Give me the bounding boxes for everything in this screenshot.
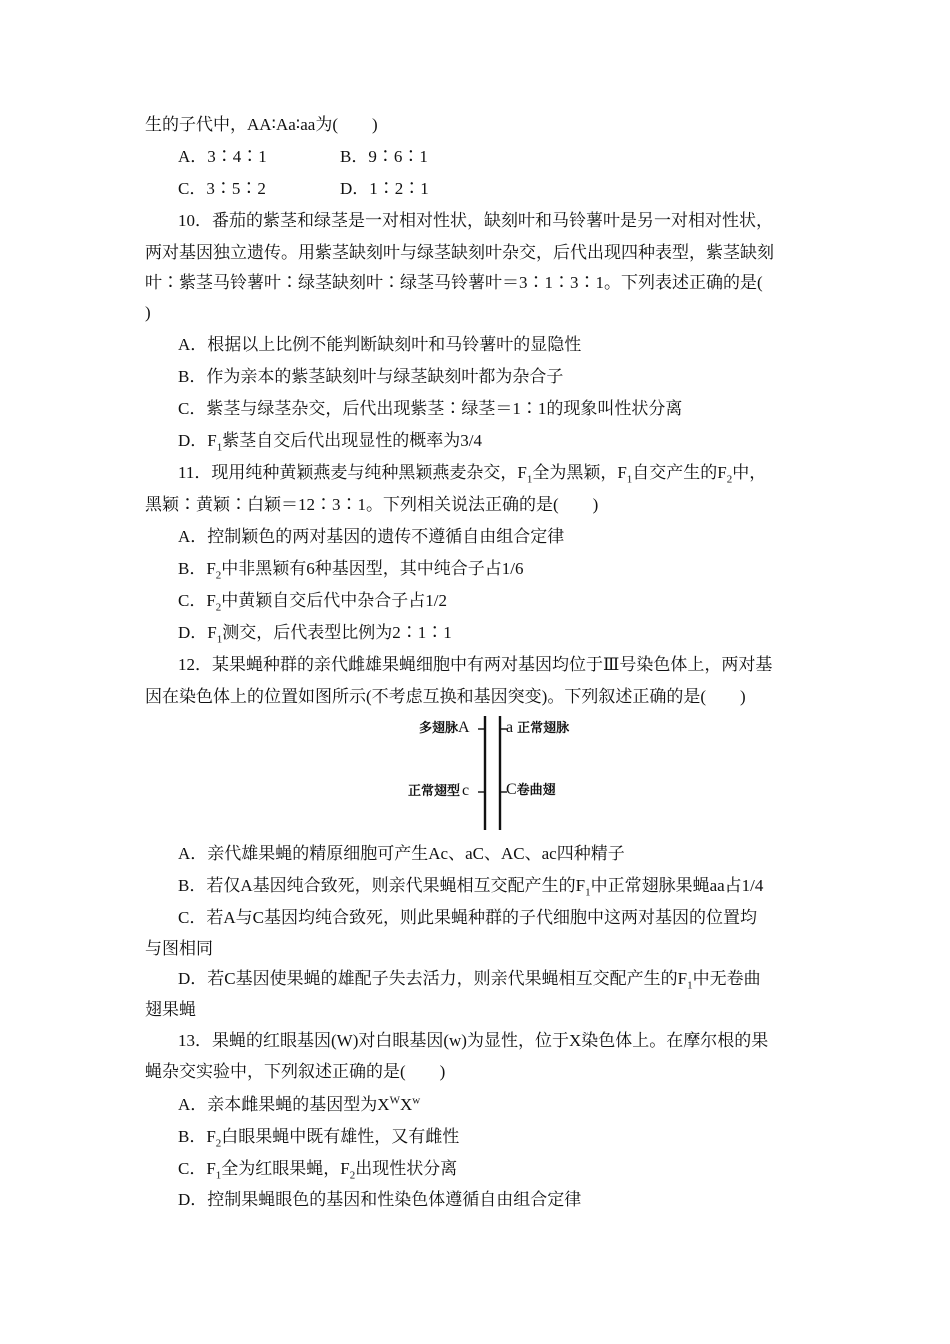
q10-option-b: B．作为亲本的紫茎缺刻叶与绿茎缺刻叶都为杂合子 <box>178 367 564 386</box>
q12-stem-line1: 12．某果蝇种群的亲代雌雄果蝇细胞中有两对基因均位于Ⅲ号染色体上，两对基 <box>178 655 773 674</box>
q12-option-c-line1: C．若A与C基因均纯合致死，则此果蝇种群的子代细胞中这两对基因的位置均 <box>178 908 757 927</box>
q13-option-a: A．亲本雌果蝇的基因型为$X^WX^w$ <box>178 1094 421 1114</box>
q10-option-d: D．$F_1$紫茎自交后代出现显性的概率为3/4 <box>178 431 482 454</box>
q9-option-b: B．9∶6∶1 <box>340 147 428 166</box>
q11-option-d: D．$F_1$测交，后代表型比例为2∶1∶1 <box>178 623 452 646</box>
q12-option-a: A．亲代雄果蝇的精原细胞可产生Ac、aC、AC、ac四种精子 <box>178 844 625 863</box>
q12-option-d-line1: D．若C基因使果蝇的雄配子失去活力，则亲代果蝇相互交配产生的$F_1$中无卷曲 <box>178 969 761 992</box>
q9-stem: 生的子代中，AA∶Aa∶aa为( ) <box>145 115 378 134</box>
q13-stem-line2: 蝇杂交实验中，下列叙述正确的是( ) <box>145 1062 446 1081</box>
q9-option-a: A．3∶4∶1 <box>178 147 267 166</box>
q10-option-c: C．紫茎与绿茎杂交，后代出现紫茎∶绿茎＝1∶1的现象叫性状分离 <box>178 399 683 418</box>
q11-option-c: C．$F_2$中黄颖自交后代中杂合子占1/2 <box>178 591 448 614</box>
q11-stem-line2: 黑颖∶黄颖∶白颖＝12∶3∶1。下列相关说法正确的是( ) <box>145 495 599 514</box>
q9-option-d: D．1∶2∶1 <box>340 179 429 198</box>
q12-option-c-line2: 与图相同 <box>145 939 213 958</box>
gene-label-bottom-left: 正常翅型 c <box>408 782 470 799</box>
q13-option-d: D．控制果蝇眼色的基因和性染色体遵循自由组合定律 <box>178 1190 582 1209</box>
q10-option-a: A．根据以上比例不能判断缺刻叶和马铃薯叶的显隐性 <box>178 335 582 354</box>
q12-stem-line2: 因在染色体上的位置如图所示(不考虑互换和基因突变)。下列叙述正确的是( ) <box>145 687 746 706</box>
q10-stem-line1: 10．番茄的紫茎和绿茎是一对相对性状，缺刻叶和马铃薯叶是另一对相对性状， <box>178 211 773 230</box>
q12-option-d-line2: 翅果蝇 <box>145 1000 196 1019</box>
q11-stem-line1: 11．现用纯种黄颖燕麦与纯种黑颖燕麦杂交，$F_1$全为黑颖，$F_1$自交产生的$F_2$中， <box>178 463 767 486</box>
q10-stem-line4: ) <box>145 303 151 322</box>
q10-stem-line3: 叶∶紫茎马铃薯叶∶绿茎缺刻叶∶绿茎马铃薯叶＝3∶1∶3∶1。下列表述正确的是( <box>145 273 763 292</box>
chromosome-diagram <box>405 714 595 832</box>
q13-option-b: B．$F_2$白眼果蝇中既有雄性，又有雌性 <box>178 1127 460 1150</box>
q11-option-a: A．控制颖色的两对基因的遗传不遵循自由组合定律 <box>178 527 565 546</box>
q10-stem-line2: 两对基因独立遗传。用紫茎缺刻叶与绿茎缺刻叶杂交，后代出现四种表型，紫茎缺刻 <box>145 243 774 262</box>
gene-label-top-left: 多翅脉A <box>419 719 470 736</box>
q12-option-b: B．若仅A基因纯合致死，则亲代果蝇相互交配产生的$F_1$中正常翅脉果蝇aa占1/4 <box>178 876 764 899</box>
q13-option-c: C．$F_1$全为红眼果蝇，$F_2$出现性状分离 <box>178 1159 458 1182</box>
gene-label-bottom-right: C卷曲翅 <box>506 781 556 798</box>
q9-option-c: C．3∶5∶2 <box>178 179 266 198</box>
gene-label-top-right: a 正常翅脉 <box>506 719 570 736</box>
q11-option-b: B．$F_2$中非黑颖有6种基因型，其中纯合子占1/6 <box>178 559 524 582</box>
q13-stem-line1: 13．果蝇的红眼基因(W)对白眼基因(w)为显性，位于X染色体上。在摩尔根的果 <box>178 1031 769 1050</box>
